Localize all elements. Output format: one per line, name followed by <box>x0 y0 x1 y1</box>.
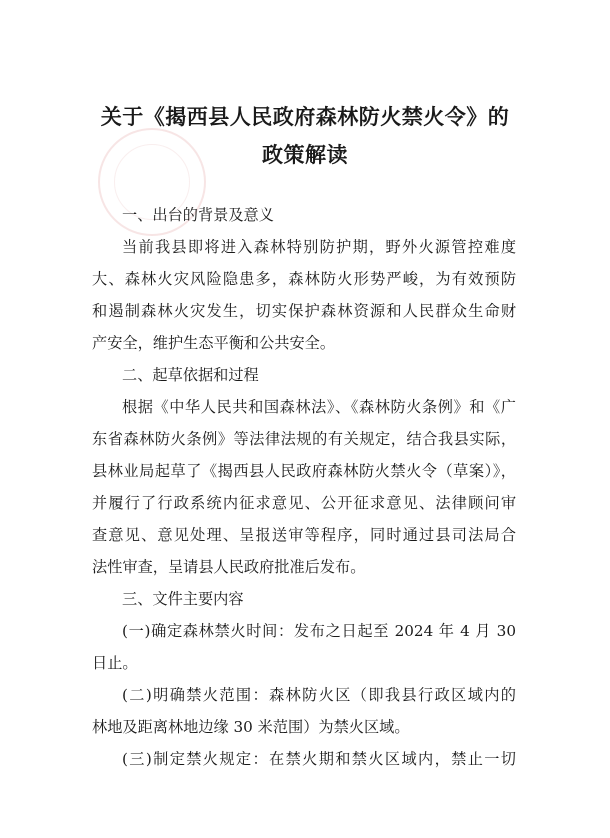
section-heading: 一、出台的背景及意义 <box>122 206 274 224</box>
paragraph-line: 查意见、意见处理、呈报送审等程序，同时通过县司法局合 <box>92 526 516 544</box>
paragraph-line: (一)确定森林禁火时间：发布之日起至 2024 年 4 月 30 <box>122 622 516 640</box>
paragraph-line: 县林业局起草了《揭西县人民政府森林防火禁火令（草案）》， <box>92 462 516 480</box>
paragraph-line: 大、森林火灾风险隐患多，森林防火形势严峻，为有效预防 <box>92 270 516 288</box>
paragraph-line: 并履行了行政系统内征求意见、公开征求意见、法律顾问审 <box>92 494 516 512</box>
document-title <box>60 98 550 174</box>
paragraph-line: 林地及距离林地边缘 30 米范围）为禁火区域。 <box>92 718 410 736</box>
title-line-1: 关于《揭西县人民政府森林防火禁火令》的 <box>100 105 510 129</box>
paragraph-line: 根据《中华人民共和国森林法》、《森林防火条例》和《广 <box>122 398 516 416</box>
paragraph-line: 日止。 <box>92 654 138 672</box>
section-heading: 二、起草依据和过程 <box>122 366 259 384</box>
paragraph-line: 东省森林防火条例》等法律法规的有关规定，结合我县实际， <box>92 430 516 448</box>
paragraph-line: (二)明确禁火范围：森林防火区（即我县行政区域内的 <box>122 686 516 704</box>
paragraph-line: 和遏制森林火灾发生，切实保护森林资源和人民群众生命财 <box>92 302 516 320</box>
paragraph-line: (三)制定禁火规定：在禁火期和禁火区域内，禁止一切 <box>122 750 516 768</box>
paragraph-line: 产安全，维护生态平衡和公共安全。 <box>92 334 335 352</box>
paragraph-line: 当前我县即将进入森林特别防护期，野外火源管控难度 <box>122 238 516 256</box>
document-body <box>92 199 516 775</box>
title-line-2: 政策解读 <box>262 143 348 167</box>
paragraph-line: 法性审查，呈请县人民政府批准后发布。 <box>92 558 366 576</box>
section-heading: 三、文件主要内容 <box>122 590 244 608</box>
